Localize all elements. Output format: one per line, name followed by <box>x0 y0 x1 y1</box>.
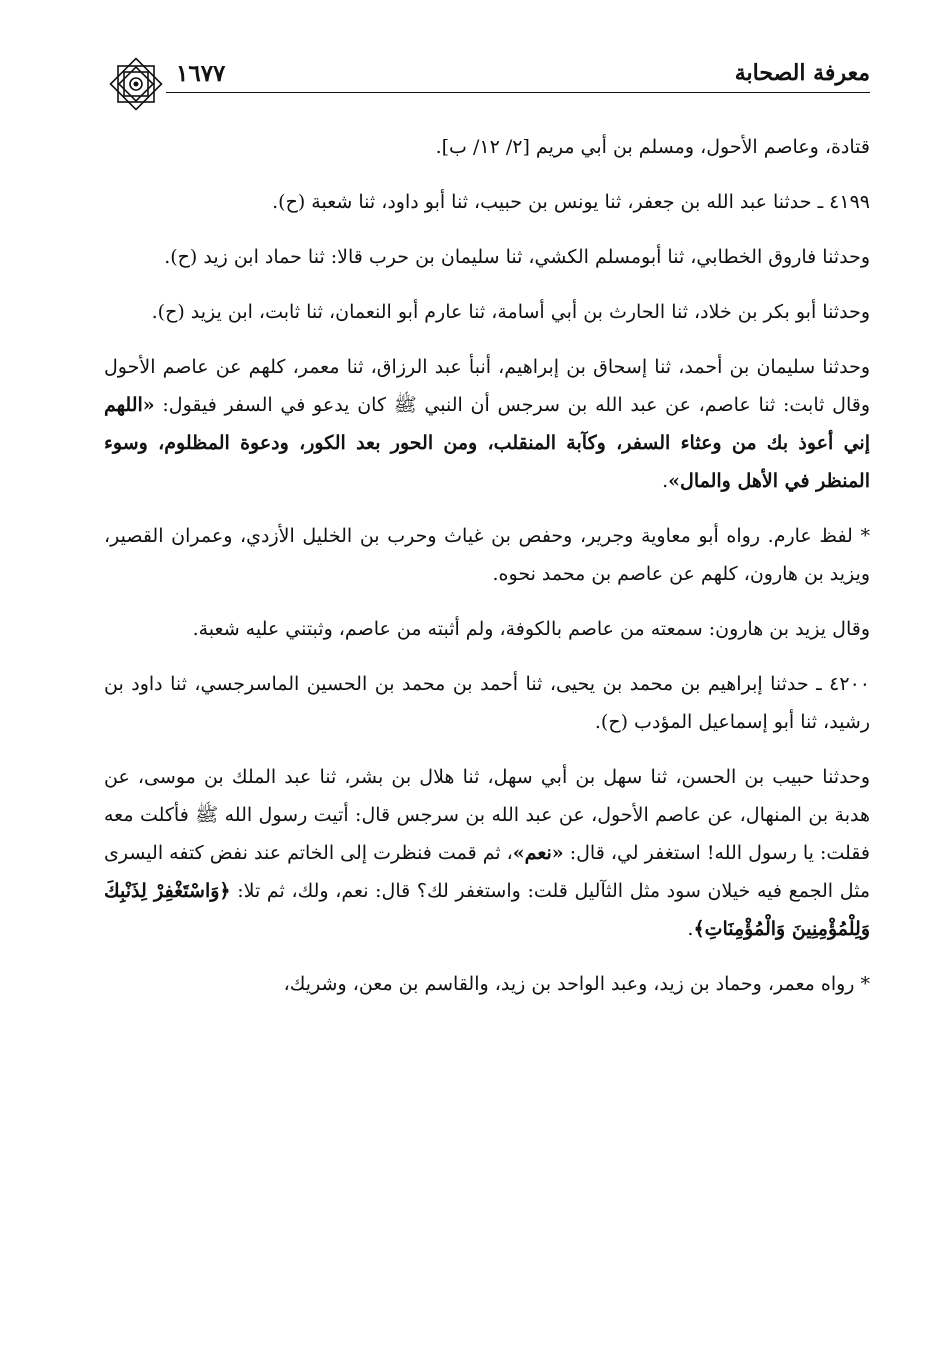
paragraph: وحدثنا فاروق الخطابي، ثنا أبومسلم الكشي، ثنا سليمان بن حرب قالا: ثنا حماد ابن زيد (ح). <box>164 246 870 268</box>
note-paragraph: * لفظ عارم. رواه أبو معاوية وجرير، وحفص بن غياث وحرب بن الخليل الأزدي، وعمران القصير، ويزيد بن هارون، كلهم عن عاصم بن محمد نحوه. <box>104 525 870 585</box>
paragraph-text: ، ثم قمت فنظرت إلى الخاتم عند نفض كتفه اليسرى مثل الجمع فيه خيلان سود مثل الثآليل قلت: واستغفر لك؟ قال: نعم، ولك، ثم تلا: <box>104 842 871 902</box>
note-paragraph: * رواه معمر، وحماد بن زيد، وعبد الواحد بن زيد، والقاسم بن معن، وشريك، <box>283 973 870 995</box>
paragraph: قتادة، وعاصم الأحول، ومسلم بن أبي مريم [٢/ ١٢/ ب]. <box>435 136 870 158</box>
paragraph-text: وحدثنا سليمان بن أحمد، ثنا إسحاق بن إبراهيم، أنبأ عبد الرزاق، ثنا معمر، كلهم عن عاصم الأحول وقال ثابت: ثنا عاصم، عن عبد الله بن سرجس أن النبي ﷺ كان يدعو في السفر فيقول: <box>104 356 870 416</box>
octagram-ornament-icon <box>104 52 168 116</box>
page-number: ١٦٧٧ <box>176 60 226 87</box>
paragraph <box>104 758 870 948</box>
hadith-4199: ٤١٩٩ ـ حدثنا عبد الله بن جعفر، ثنا يونس بن حبيب، ثنا أبو داود، ثنا شعبة (ح). <box>272 191 870 213</box>
page-body <box>104 128 870 1020</box>
quote: «نعم» <box>512 842 564 864</box>
paragraph-text: . <box>687 918 694 940</box>
running-title: معرفة الصحابة <box>734 60 870 86</box>
supplication-quote: «اللهم إني أعوذ بك من وعثاء السفر، وكآبة المنقلب، ومن الحور بعد الكور، ودعوة المظلوم، وسوء المنظر في الأهل والمال» <box>104 394 870 492</box>
paragraph: وقال يزيد بن هارون: سمعته من عاصم بالكوفة، ولم أثبته من عاصم، وثبتني عليه شعبة. <box>192 618 870 640</box>
paragraph: وحدثنا أبو بكر بن خلاد، ثنا الحارث بن أبي أسامة، ثنا عارم أبو النعمان، ثنا ثابت، ابن يزيد (ح). <box>151 301 870 323</box>
paragraph-text: وحدثنا حبيب بن الحسن، ثنا سهل بن أبي سهل، ثنا هلال بن بشر، ثنا عبد الملك بن موسى، عن هدبة بن المنهال، عن عاصم الأحول، عن عبد الله بن سرجس قال: أتيت رسول الله ﷺ فأكلت معه فقلت: يا رسول الله! استغفر لي، قال: <box>104 766 870 864</box>
page-header <box>104 52 870 112</box>
paragraph-text: . <box>662 470 669 492</box>
hadith-4200: ٤٢٠٠ ـ حدثنا إبراهيم بن محمد بن يحيى، ثنا أحمد بن محمد بن الحسين الماسرجسي، ثنا داود بن رشيد، ثنا أبو إسماعيل المؤدب (ح). <box>104 673 870 733</box>
header-rule <box>166 92 870 93</box>
paragraph <box>104 348 870 500</box>
quran-verse: ﴿وَاسْتَغْفِرْ لِذَنْبِكَ وَلِلْمُؤْمِنِينَ وَالْمُؤْمِنَاتِ﴾ <box>104 880 870 940</box>
